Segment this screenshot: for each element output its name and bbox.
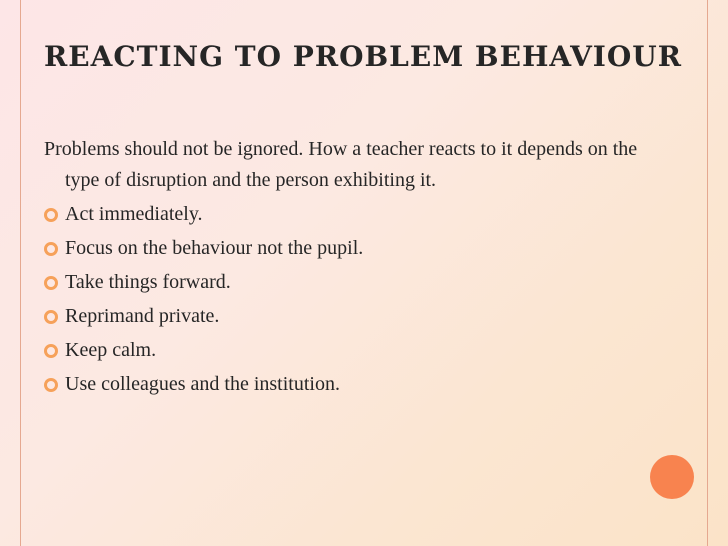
bullet-item bbox=[44, 233, 664, 264]
bullet-item bbox=[44, 267, 664, 298]
bullet-item bbox=[44, 301, 664, 332]
ring-bullet-icon bbox=[44, 208, 58, 222]
bullet-text: Use colleagues and the institution. bbox=[65, 373, 340, 395]
bullet-text: Act immediately. bbox=[65, 203, 203, 225]
slide-title: REACTING TO PROBLEM BEHAVIOUR bbox=[44, 40, 682, 73]
slide-frame-right-line bbox=[707, 0, 708, 546]
ring-bullet-icon bbox=[44, 276, 58, 290]
bullet-item bbox=[44, 369, 664, 400]
ring-bullet-icon bbox=[44, 378, 58, 392]
bullet-text: Keep calm. bbox=[65, 339, 157, 361]
slide-frame-left-line bbox=[20, 0, 21, 546]
bullet-text: Take things forward. bbox=[65, 271, 231, 293]
slide-content bbox=[44, 134, 664, 400]
bullet-list bbox=[44, 199, 664, 400]
ring-bullet-icon bbox=[44, 344, 58, 358]
bullet-text: Reprimand private. bbox=[65, 305, 220, 327]
decorative-circle bbox=[650, 455, 694, 499]
bullet-item bbox=[44, 335, 664, 366]
bullet-item bbox=[44, 199, 664, 230]
bullet-text: Focus on the behaviour not the pupil. bbox=[65, 237, 364, 259]
ring-bullet-icon bbox=[44, 242, 58, 256]
ring-bullet-icon bbox=[44, 310, 58, 324]
intro-paragraph: Problems should not be ignored. How a teacher reacts to it depends on the type of disruption and the person exhibiting it. bbox=[44, 138, 638, 191]
